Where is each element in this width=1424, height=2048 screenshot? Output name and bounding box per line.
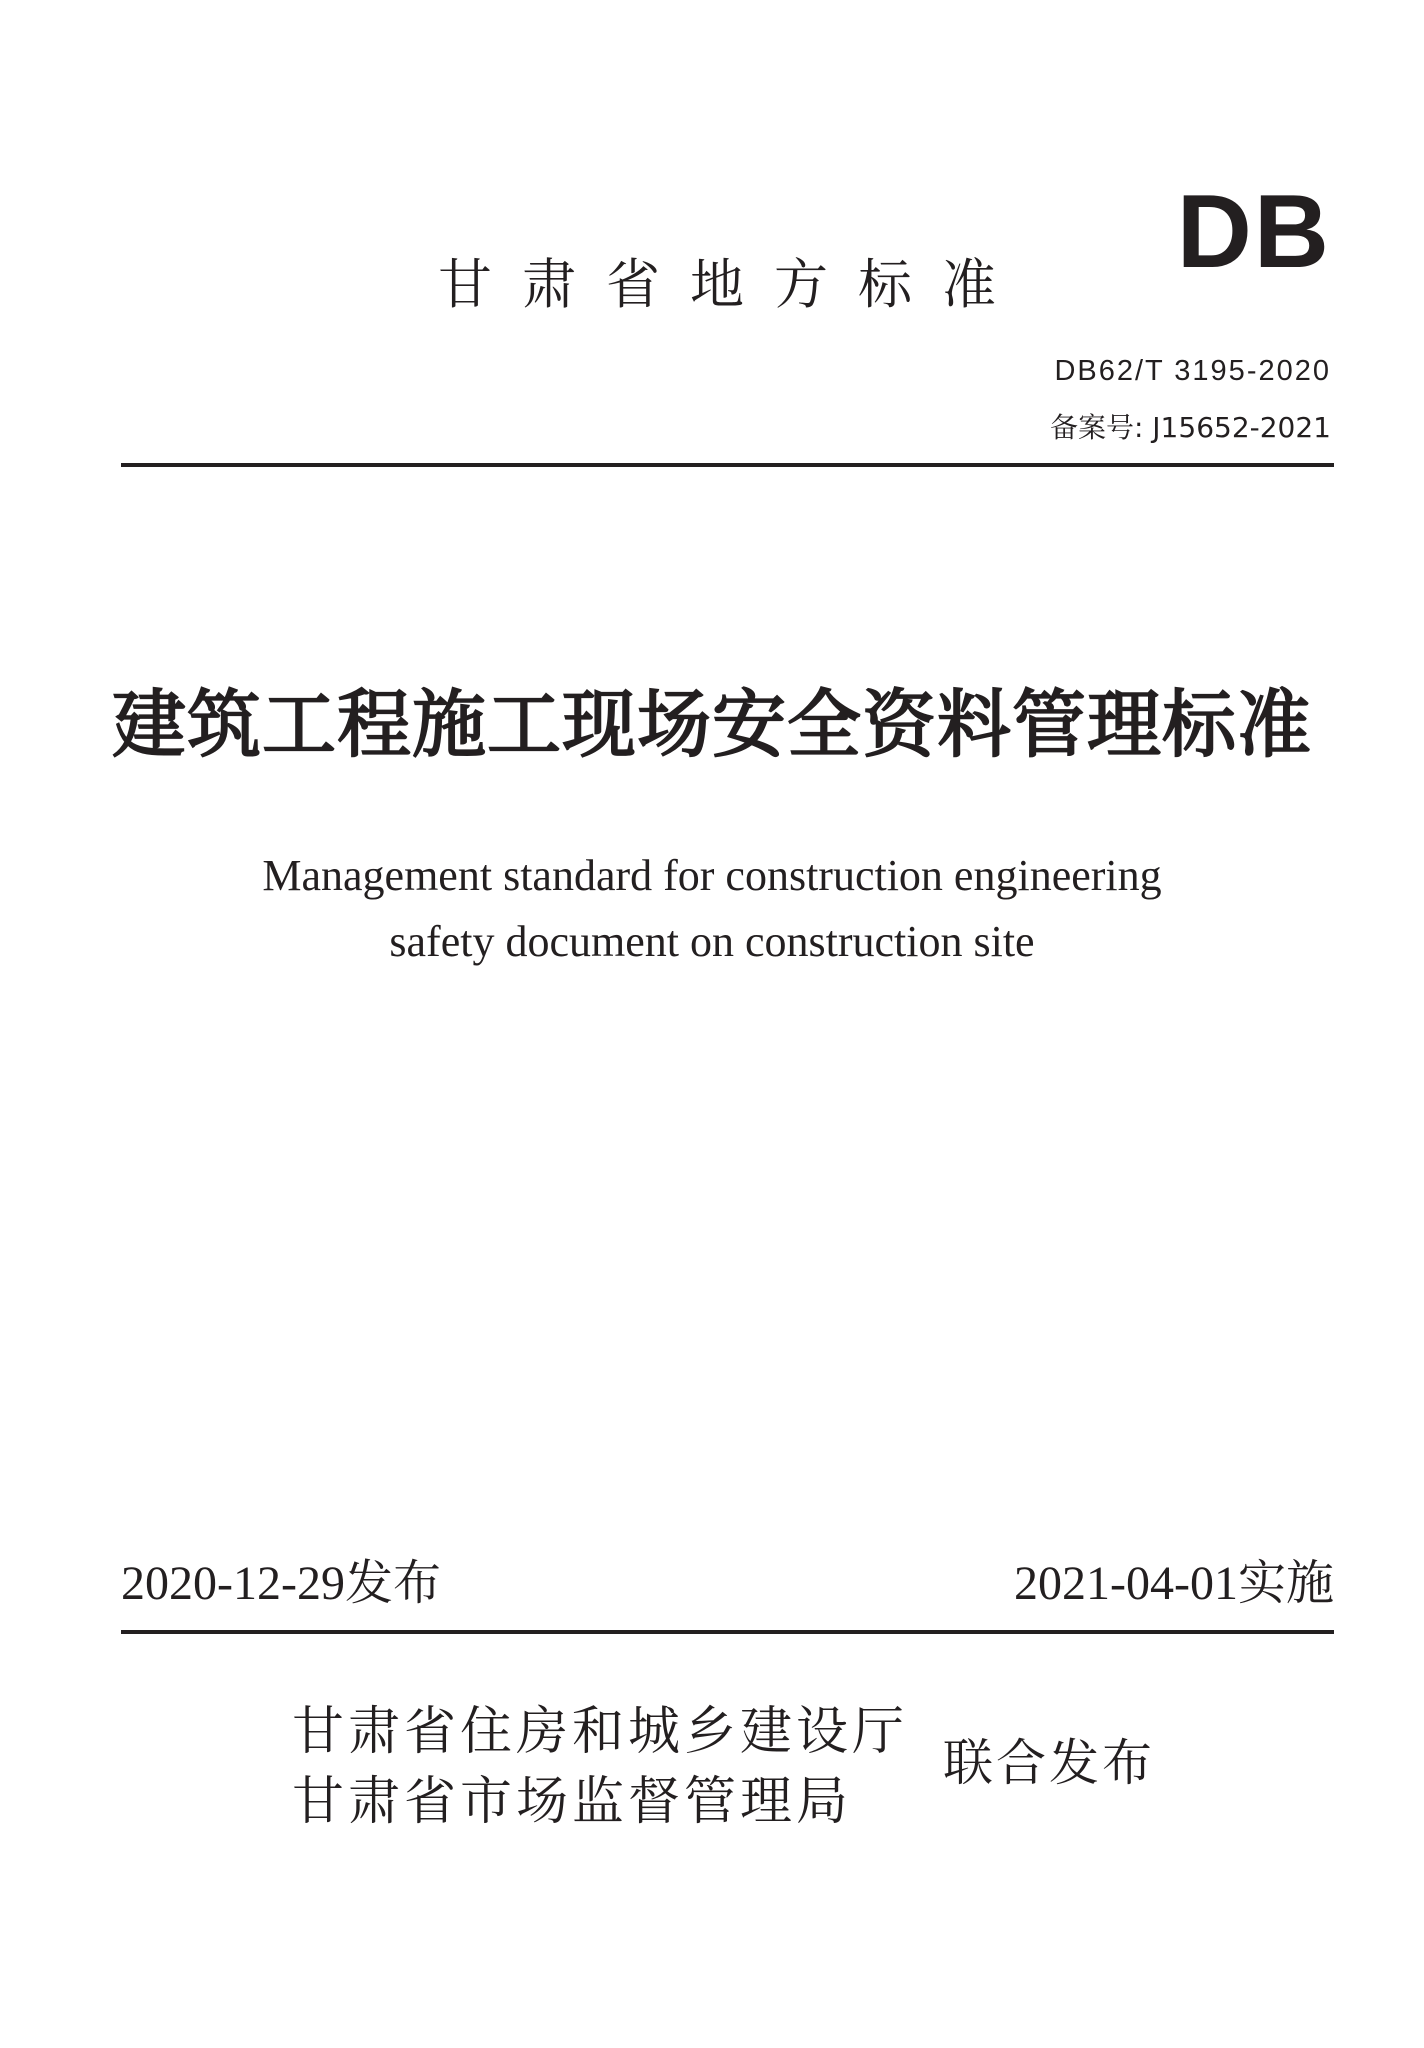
- title-english-line-2: safety document on construction site: [389, 917, 1035, 966]
- title-english-line-1: Management standard for construction engineering: [262, 851, 1162, 900]
- issuer-market-supervision-bureau: 甘肃省市场监督管理局: [292, 1772, 853, 1832]
- issuing-organizations: [292, 1697, 908, 1837]
- top-divider: [121, 463, 1334, 467]
- issuer-housing-department: 甘肃省住房和城乡建设厅: [292, 1702, 909, 1762]
- effective-date: 2021-04-01实施: [1014, 1557, 1334, 1610]
- title-chinese: 建筑工程施工现场安全资料管理标准: [112, 682, 1312, 768]
- record-number: 备案号: J15652-2021: [1049, 411, 1331, 444]
- joint-publication-label: 联合发布: [943, 1734, 1155, 1792]
- title-english: [0, 843, 1424, 975]
- db-logo: DB: [1176, 174, 1331, 290]
- standard-code: DB62/T 3195-2020: [1054, 355, 1331, 387]
- standard-type: 甘肃省地方标准: [438, 253, 1026, 316]
- issue-date: 2020-12-29发布: [121, 1557, 441, 1610]
- bottom-divider: [121, 1630, 1334, 1634]
